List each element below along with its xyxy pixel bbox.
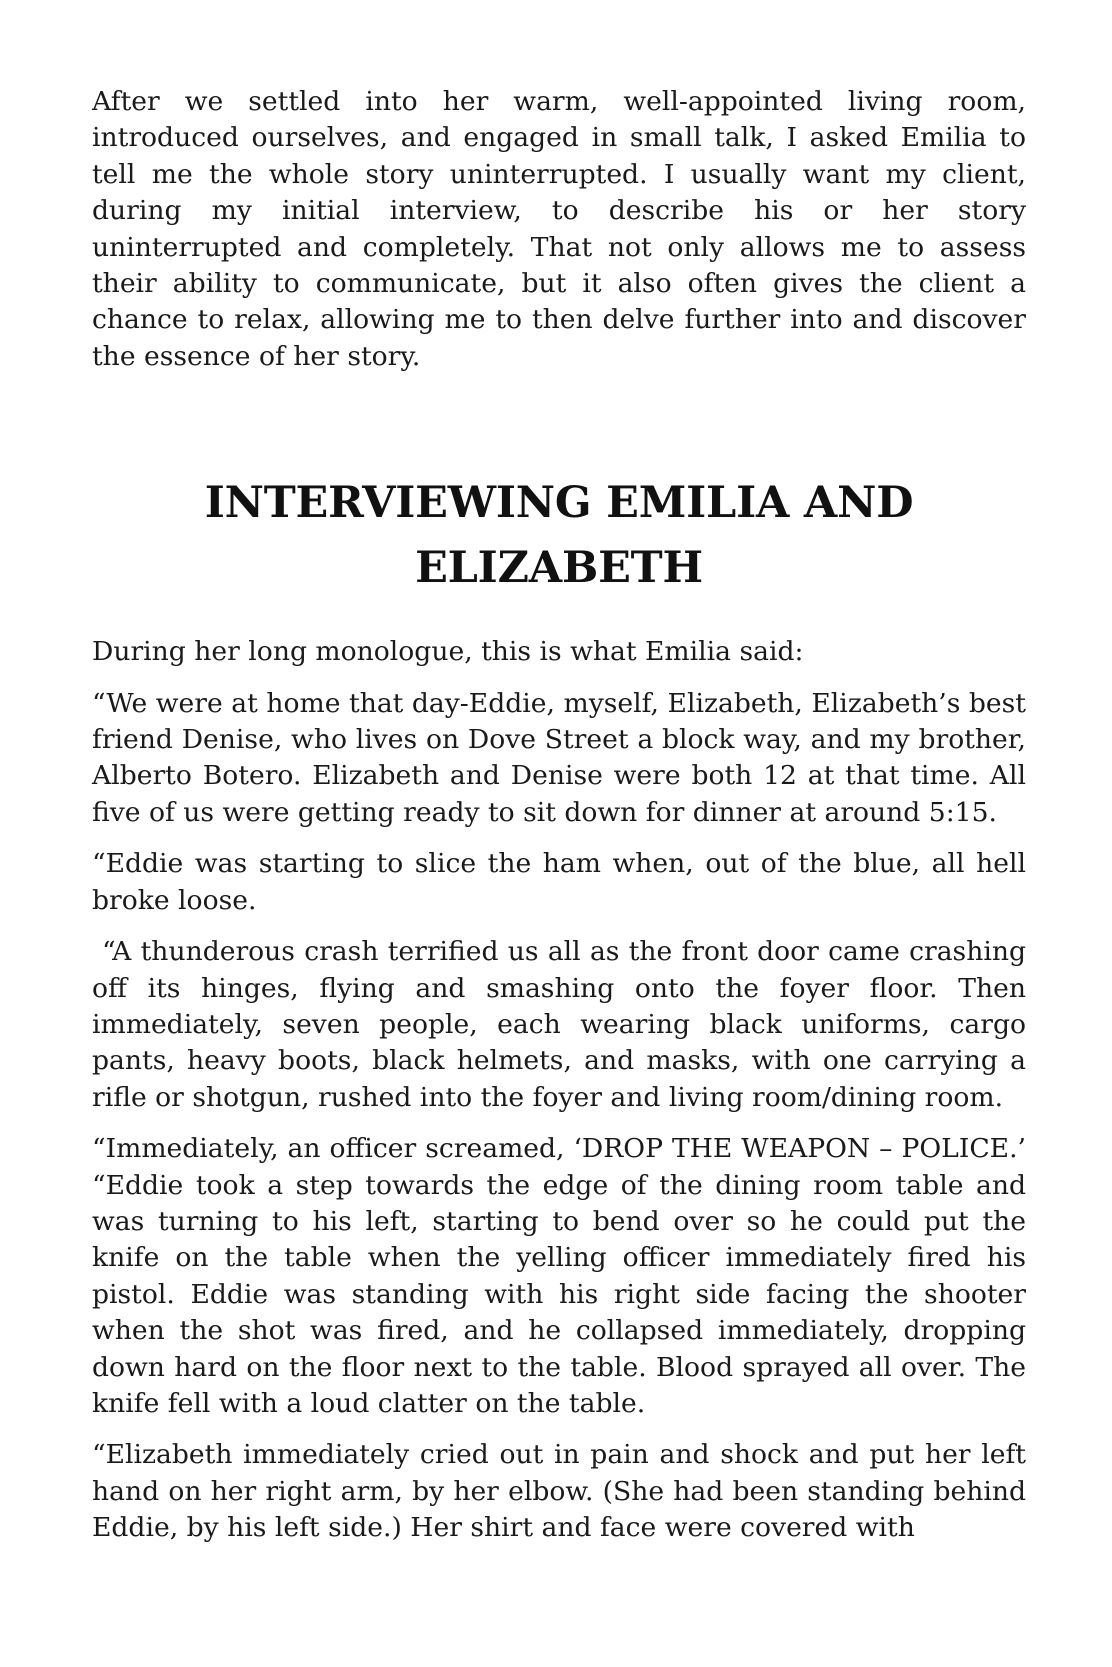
section-heading: INTERVIEWING EMILIA AND ELIZABETH <box>204 478 914 594</box>
body-paragraph: “Elizabeth immediately cried out in pain and shock and put her left hand on her right arm, by her elbow. (She had been standing behind Eddie, by his left side.) Her shirt and face were covered with <box>92 1439 1026 1544</box>
body-paragraph: “We were at home that day-Eddie, myself, Elizabeth, Elizabeth’s best friend Denise, who lives on Dove Street a block way, and my brother, Alberto Botero. Elizabeth and Denise were both 12 at that time. All five of us were getting ready to sit down for dinner at around 5:15. <box>92 687 1026 828</box>
body-paragraph: “Immediately, an officer screamed, ‘DROP THE WEAPON – POLICE.’ “Eddie took a step towards the edge of the dining room table and was turning to his left, starting to bend over so he could put the knife on the table when the yelling officer immediately fired his pistol. Eddie was standing with his right side facing the shooter when the shot was fired, and he collapsed immediately, dropping down hard on the floor next to the table. Blood sprayed all over. The knife fell with a loud clatter on the table. <box>92 1133 1026 1419</box>
intro-paragraph: After we settled into her warm, well-appointed living room, introduced ourselves, and engaged in small talk, I asked Emilia to tell me the whole story uninterrupted. I usually want my client, during my initial interview, to describe his or her story uninterrupted and completely. That not only allows me to assess their ability to communicate, but it also often gives the client a chance to relax, allowing me to then delve further into and discover the essence of her story. <box>92 86 1026 372</box>
body-paragraph: During her long monologue, this is what Emilia said: <box>92 636 804 668</box>
body-paragraph: “A thunderous crash terrified us all as the front door came crashing off its hinges, flying and smashing onto the foyer floor. Then immediately, seven people, each wearing black uniforms, cargo pants, heavy boots, black helmets, and masks, with one carrying a rifle or shotgun, rushed into the foyer and living room/dining room. <box>92 936 1026 1113</box>
body-paragraph: “Eddie was starting to slice the ham when, out of the blue, all hell broke loose. <box>92 848 1026 916</box>
document-page <box>92 84 1026 1547</box>
